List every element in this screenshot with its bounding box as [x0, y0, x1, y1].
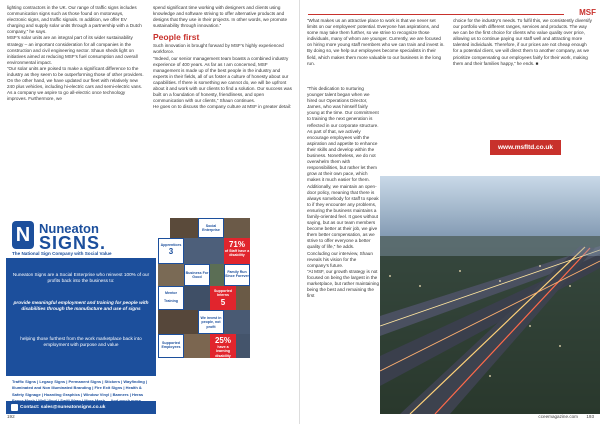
- nuneaton-signs-logo: [8, 219, 158, 253]
- motorway-aerial-photo: [380, 176, 600, 414]
- photo-tile: [236, 334, 250, 358]
- body-paragraph: “This dedication to nurturing younger talent began when we hired our Operations Director, James, who was himself fairly young at the time. Our commitment to training the next generation is reflected in our corporate structure. As part of that, we actively encourage employees with the aspiration and appetite to enhance their skills and develop within the business. Nonetheless, we do not overwhelm them with responsibilities, but rather let them grow at their own pace, which makes it much easier for them. Additionally, we maintain an open-door policy, meaning that there is always somebody for staff to speak to if they encounter any problems, ensuring the business maintains a family-oriented feel. It goes without saying, but as our team members become better at their job, we give them better compensation, as we strive to offer everyone a better quality of life,” he adds.: [307, 86, 379, 250]
- tile-employed: Supported Employees: [158, 334, 184, 358]
- left-column-1: [7, 5, 144, 103]
- advert-contact-text: Contact: sales@nuneatonsigns.co.uk: [20, 405, 106, 410]
- website-link[interactable]: www.msfltd.co.uk: [490, 140, 561, 155]
- left-column-2: [153, 5, 293, 110]
- right-column-2: [453, 18, 593, 67]
- body-paragraph: MSF’s solar units are an integral part of its wider sustainability strategy – an important consideration for all companies in the construction and civil engineering sector. Shaun sheds light on initiatives aimed at reducing MSF’s fuel consumption and overall environmental impact.: [7, 35, 138, 65]
- advert-para-3: helping those furthest from the work marketplace back into employment with purpose and value: [20, 336, 142, 347]
- logo-n-icon: N: [12, 221, 34, 249]
- section-tag: MSF: [579, 8, 596, 17]
- right-page: [300, 0, 600, 424]
- tile-business: Business For Good: [184, 264, 210, 286]
- right-column-1-top: [307, 18, 445, 67]
- tile-percent-num: 71%: [228, 240, 245, 249]
- advert-tile-grid: [158, 214, 289, 414]
- photo-tile: [224, 310, 250, 334]
- tile-apprentices-label: Apprentices: [160, 243, 182, 247]
- photo-tile: [184, 238, 224, 264]
- tile-training-label: Training: [164, 299, 178, 304]
- advert-service-list: Traffic Signs | Legacy Signs | Permanent Signs | Stickers | Wayfinding | Illuminated and Non Illuminated Branding | Fire Exit Signs | Health & Safety Signage | Hoarding Graphics | Window Vinyl | Banners | Heras: [12, 379, 148, 397]
- header-rule: [308, 14, 564, 15]
- tile-social: Social Enterprise: [198, 218, 224, 238]
- photo-tile: [184, 286, 210, 310]
- tile-mentor: [158, 286, 184, 310]
- tile-supported-interns: [210, 286, 236, 310]
- photo-tile: [210, 264, 224, 286]
- photo-tile: [184, 334, 210, 358]
- logo-word-2: SIGNS.: [39, 233, 107, 253]
- advert-contact-bar[interactable]: [6, 401, 156, 414]
- body-paragraph: He goes on to discuss the company culture at MSF in greater detail:: [153, 104, 292, 110]
- body-paragraph: spend significant time working with designers and clients using knowledge and software striving to offer alternative products and designs that they use in their projects. In other words, we promote sustainability through innovation.”: [153, 5, 288, 29]
- advert-para-2: provide meaningful employment and training for people with disabilities through the manufacture and use of signs: [13, 300, 149, 311]
- logo-word-1: Nuneaton: [39, 221, 99, 236]
- advert-tagline: The National Sign Company with Social Value: [12, 251, 112, 256]
- tile-invest: We invest in people, not profit: [198, 310, 224, 334]
- nuneaton-signs-advert[interactable]: [6, 214, 289, 414]
- tile-mentor-label: Mentor: [165, 291, 177, 295]
- body-paragraph: Concluding our interview, Shaun reveals his vision for the company’s future.: [307, 250, 373, 268]
- tile-supported-label: Supported Interns: [214, 289, 232, 298]
- photo-tile: [158, 310, 198, 334]
- tile-percent-disability: [224, 238, 250, 264]
- site-footer: cceemagazine.com: [538, 414, 578, 419]
- body-paragraph: lighting contractors in the UK. Our range of traffic signs includes communication signs such as those found on motorways, electronic signs, and traffic signals. In addition, we offer EV charging and supply solar units through a partnership with a Dutch company,” he says.: [7, 5, 142, 35]
- tile-pct2-num: 25%: [214, 336, 231, 345]
- advert-info-panel: [6, 214, 156, 414]
- photo-tile: [224, 218, 250, 238]
- photo-tile: [170, 218, 198, 238]
- body-paragraph: Such innovation is brought forward by MSF’s highly experienced workforce.: [153, 43, 284, 55]
- body-paragraph: choice for the industry’s needs. To fulfil this, we consistently diversify our portfolio with different ranges, services and products. The way we can be the first choice for clients who value quality over price, allowing us to continue paying our staff well and attracting more talented individuals. Therefore, if our prices are not cheap enough for a potential client, we will direct them to another company, as we prioritize compensating our employees fairly for their work, making them and their families happy,” he ends. ■: [453, 18, 592, 66]
- page-number-left: 192: [7, 414, 15, 419]
- section-heading: People first: [153, 32, 200, 43]
- tile-apprentices: [158, 238, 184, 264]
- page-number-right: 193: [586, 414, 594, 419]
- advert-para-1: Nuneaton Signs are a Social Enterprise who reinvest 100% of our profits back into the business to:: [12, 272, 150, 283]
- tile-percent-label: of Staff have a disability: [224, 249, 250, 258]
- tile-apprentices-num: 3: [168, 247, 174, 257]
- motorway-illustration: [380, 176, 600, 414]
- advert-blue-box: [6, 258, 156, 376]
- body-paragraph: “At MSF, our growth strategy is not focused on being the largest in the marketplace, but rather maintaining being the best and remaining the first: [307, 268, 379, 299]
- tile-supported-num: 5: [220, 297, 226, 307]
- photo-tile: [236, 286, 250, 310]
- tile-pct2-label: have a learning disability: [215, 345, 231, 358]
- tile-learning-disability: [210, 334, 236, 358]
- body-paragraph: “Our solar units are poised to make a significant difference to the industry as they seem to be outperforming those of other providers. On the other hand, we have updated our fleet with relatively new 240 plus vehicles, including hi-electric cars and semi-electric vans. As a company we aspire to go all-electric once technology improves. Furthermore, we: [7, 65, 144, 102]
- tile-family: Family Run Since Forever: [224, 264, 250, 286]
- right-column-1: [307, 86, 379, 412]
- body-paragraph: “Indeed, our senior management team boasts a combined industry experience of 400 years. As far as I am concerned, MSF management is made up of the best people in the industry and experts in their fields, all of us foster a culture of honesty about our capabilities. If there is something we cannot do, we will be upfront about it and work with our clients to find a solution. Our success was built on a foundation of honesty, friendliness, and open communication with our clients,” Shaun continues.: [153, 55, 292, 104]
- photo-tile: [158, 264, 184, 286]
- email-icon: [11, 404, 18, 411]
- body-paragraph: “What makes us an attractive place to work is that we never set limits on our employees’ potential. Everyone has aspirations, and some may take them further, so we strive to recognize those individuals, many of whom are younger. Currently, we are focused on hiring more young staff members who we can train and invest in. By doing so, we help our employees become specialists in their field, which makes them more valuable to our business in the long run.: [307, 18, 445, 66]
